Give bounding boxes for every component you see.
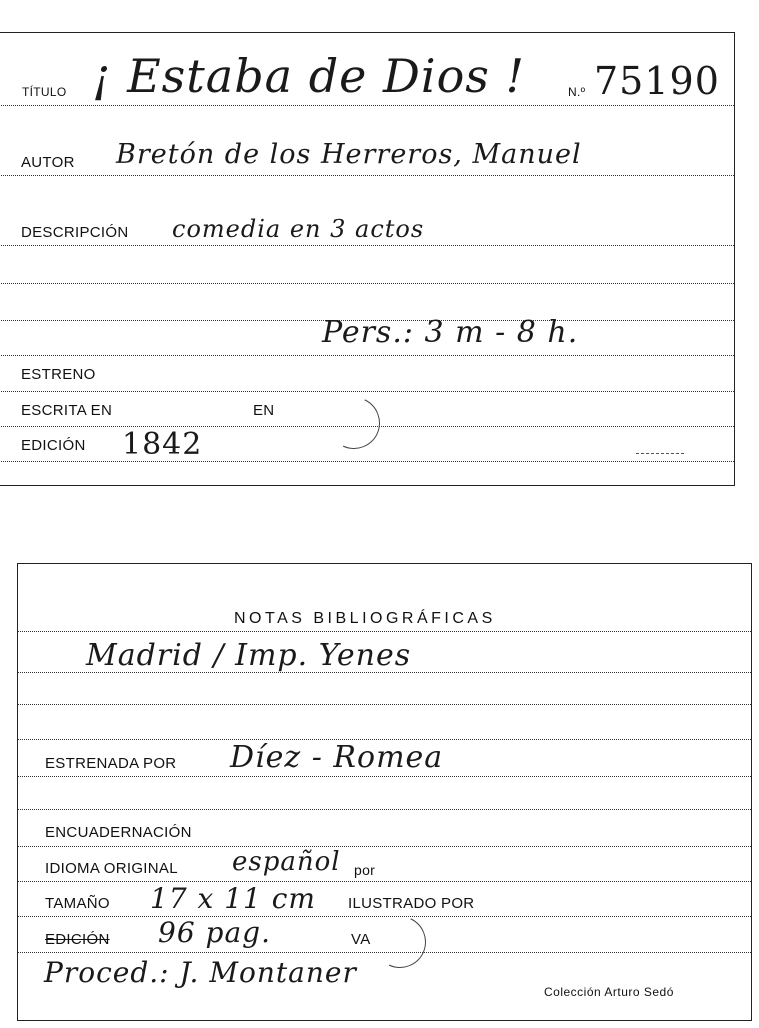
punch-hole-mark [321,390,388,457]
titulo-value: ¡ Estaba de Dios ! [92,49,525,103]
escrita-en-label: ESCRITA EN [21,402,113,419]
en-label: EN [253,402,275,419]
rule-blank-1 [0,283,734,284]
edicion-label: EDICIÓN [21,437,86,454]
rule-idioma [18,881,751,882]
numero-label: N.º [568,85,586,99]
descripcion-label: DESCRIPCIÓN [21,224,129,241]
catalog-card-front [0,32,735,486]
edicion-back-label: EDICIÓN [45,931,110,948]
notas-value: Madrid / Imp. Yenes [86,638,412,673]
rule-estreno [0,391,734,392]
titulo-label: TÍTULO [22,85,67,99]
ilustrado-label: ILUSTRADO POR [348,895,475,912]
ink-mark [636,453,684,454]
rule-descripcion [0,245,734,246]
numero-value: 75190 [594,59,720,103]
rule-personajes [0,355,734,356]
va-label: VA [351,931,371,948]
descripcion-value: comedia en 3 actos [172,215,425,243]
rule-blank-5 [18,809,751,810]
rule-encuadernacion [18,846,751,847]
rule-autor [0,175,734,176]
catalog-card-back [17,563,752,1021]
rule-blank-3 [18,704,751,705]
edicion-back-value: 96 pag. [158,916,271,949]
notas-heading: NOTAS BIBLIOGRÁFICAS [234,610,496,627]
por-label: por [354,862,376,878]
idioma-label: IDIOMA ORIGINAL [45,860,178,877]
autor-value: Bretón de los Herreros, Manuel [116,139,582,170]
estrenada-label: ESTRENADA POR [45,755,177,772]
autor-label: AUTOR [21,154,75,171]
encuadernacion-label: ENCUADERNACIÓN [45,824,192,841]
rule-edicion [0,461,734,462]
personajes-value: Pers.: 3 m - 8 h. [322,315,579,350]
punch-hole-mark-back [367,909,434,976]
estreno-label: ESTRENO [21,366,96,383]
rule-titulo [0,105,734,106]
tamano-label: TAMAÑO [45,895,110,912]
tamano-value: 17 x 11 cm [150,882,316,915]
idioma-value: español [232,847,341,877]
rule-notas [18,631,751,632]
rule-tamano [18,916,751,917]
rule-estrenada [18,776,751,777]
edicion-value: 1842 [122,427,203,462]
coleccion-stamp: Colección Arturo Sedó [544,985,674,999]
proced-value: Proced.: J. Montaner [44,956,357,989]
estrenada-value: Díez - Romea [230,740,444,775]
